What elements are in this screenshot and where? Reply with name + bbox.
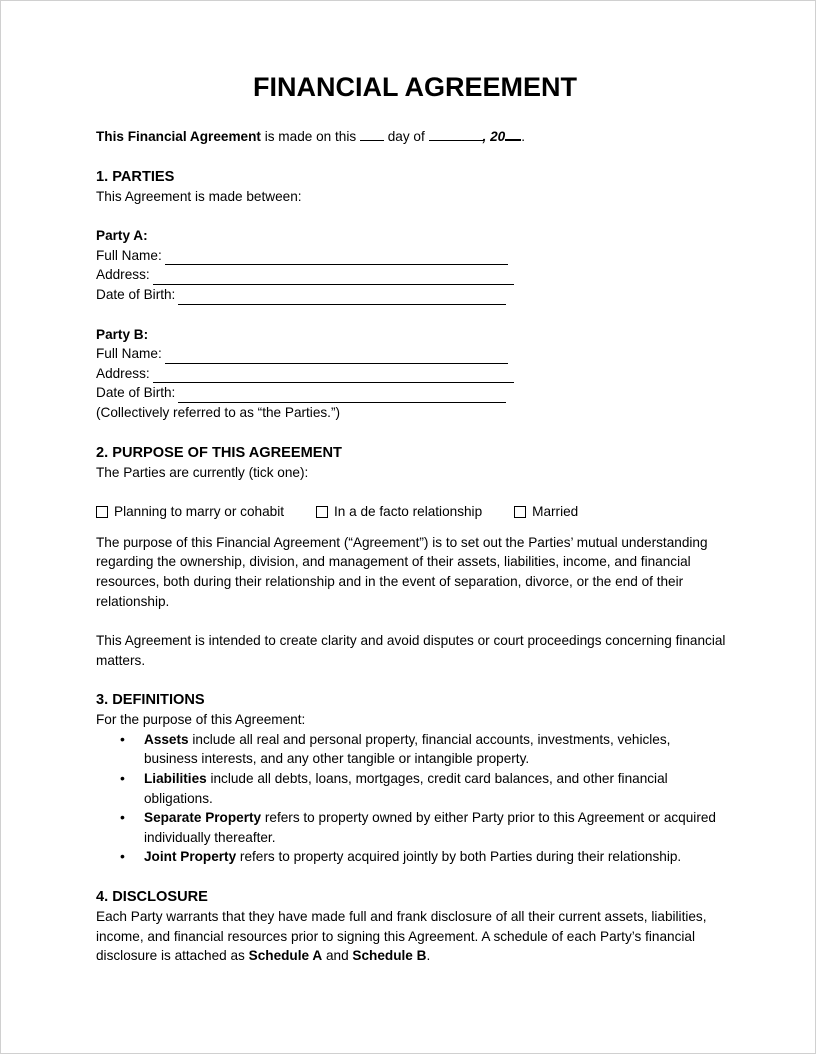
- section-disclosure-heading: 4. DISCLOSURE: [96, 889, 208, 906]
- party-b-address-label: Address:: [96, 365, 150, 381]
- party-a-label: Party A:: [96, 228, 148, 244]
- disclosure-text: Each Party warrants that they have made full and frank disclosure of all their current assets, liabilities, income, and financial resources prior to signing this Agreement. A schedule of each Party’s financial disclosure is attached as: [96, 909, 707, 964]
- definition-item: [144, 847, 726, 867]
- option-de-facto-label: In a de facto relationship: [334, 504, 483, 520]
- relationship-options: [96, 502, 726, 522]
- option-married-label: Married: [532, 504, 579, 520]
- option-marry-cohabit-label: Planning to marry or cohabit: [114, 504, 285, 520]
- disclosure-period: .: [426, 948, 431, 964]
- purpose-intro: The Parties are currently (tick one):: [96, 464, 309, 480]
- definition-term: Assets: [144, 731, 189, 747]
- party-b-full-name-label: Full Name:: [96, 346, 162, 362]
- checkbox-marry-cohabit[interactable]: [96, 506, 108, 518]
- option-married[interactable]: [514, 502, 578, 522]
- section-definitions-heading: 3. DEFINITIONS: [96, 692, 205, 709]
- definitions-list: [96, 730, 726, 867]
- definition-text: include all real and personal property, financial accounts, investments, vehicles, business interests, and any other tangible or intangible property.: [144, 731, 671, 767]
- month-blank[interactable]: [429, 126, 483, 141]
- definition-term: Liabilities: [144, 771, 207, 787]
- intro-text-2: day of: [383, 129, 429, 144]
- intro-line: [96, 125, 726, 147]
- party-b-full-name-field: [96, 344, 726, 364]
- party-b-full-name-line[interactable]: [165, 349, 508, 364]
- checkbox-married[interactable]: [514, 506, 526, 518]
- party-b-label: Party B:: [96, 326, 149, 342]
- party-b-address-line[interactable]: [153, 368, 514, 383]
- definition-text: refers to property acquired jointly by both Parties during their relationship.: [236, 849, 682, 865]
- party-a-address-label: Address:: [96, 267, 150, 283]
- section-purpose-heading: 2. PURPOSE OF THIS AGREEMENT: [96, 444, 342, 461]
- option-marry-cohabit[interactable]: [96, 502, 284, 522]
- definition-item: [144, 808, 726, 847]
- definition-term: Joint Property: [144, 849, 237, 865]
- document-content: [96, 71, 726, 966]
- day-blank[interactable]: [360, 126, 384, 141]
- year-prefix: , 20: [482, 129, 506, 144]
- party-a-dob-field: [96, 285, 726, 305]
- party-a-dob-line[interactable]: [178, 290, 506, 305]
- document-title: FINANCIAL AGREEMENT: [253, 72, 577, 102]
- disclosure-paragraph: [96, 907, 726, 966]
- party-b-address-field: [96, 364, 726, 384]
- definition-item: [144, 769, 726, 808]
- disclosure-and: and: [322, 948, 353, 964]
- parties-intro: This Agreement is made between:: [96, 188, 302, 204]
- party-a-full-name-label: Full Name:: [96, 247, 162, 263]
- party-b-dob-label: Date of Birth:: [96, 385, 176, 401]
- party-a-full-name-line[interactable]: [165, 250, 508, 265]
- party-a-address-line[interactable]: [153, 270, 514, 285]
- party-b-dob-line[interactable]: [178, 388, 506, 403]
- party-a-address-field: [96, 265, 726, 285]
- intro-bold: This Financial Agreement: [96, 129, 261, 144]
- year-blank[interactable]: [505, 125, 521, 141]
- definition-text: include all debts, loans, mortgages, credit card balances, and other financial obligations.: [144, 771, 668, 806]
- option-de-facto[interactable]: [316, 502, 482, 522]
- definition-item: [144, 730, 726, 769]
- party-a-dob-label: Date of Birth:: [96, 286, 176, 302]
- definition-term: Separate Property: [144, 810, 262, 826]
- party-a-full-name-field: [96, 246, 726, 266]
- schedule-a-ref: Schedule A: [248, 948, 323, 964]
- party-b-dob-field: [96, 383, 726, 403]
- checkbox-de-facto[interactable]: [316, 506, 328, 518]
- intro-period: .: [521, 129, 525, 144]
- schedule-b-ref: Schedule B: [352, 948, 427, 964]
- purpose-paragraph-2: This Agreement is intended to create clarity and avoid disputes or court proceedings concerning financial matters.: [96, 633, 726, 668]
- section-parties-heading: 1. PARTIES: [96, 168, 175, 185]
- party-b-block: [96, 325, 726, 423]
- collective-note: (Collectively referred to as “the Parties.”): [96, 404, 341, 420]
- definitions-intro: For the purpose of this Agreement:: [96, 712, 306, 728]
- definition-text: refers to property owned by either Party prior to this Agreement or acquired individually thereafter.: [144, 810, 716, 845]
- purpose-paragraph-1: The purpose of this Financial Agreement (“Agreement”) is to set out the Parties’ mutual understanding regarding the ownership, division, and management of their assets, liabilities, income, and financial resources, both during their relationship and in the event of separation, divorce, or the end of their relationship.: [96, 534, 708, 609]
- intro-text-1: is made on this: [260, 129, 360, 144]
- party-a-block: [96, 226, 726, 304]
